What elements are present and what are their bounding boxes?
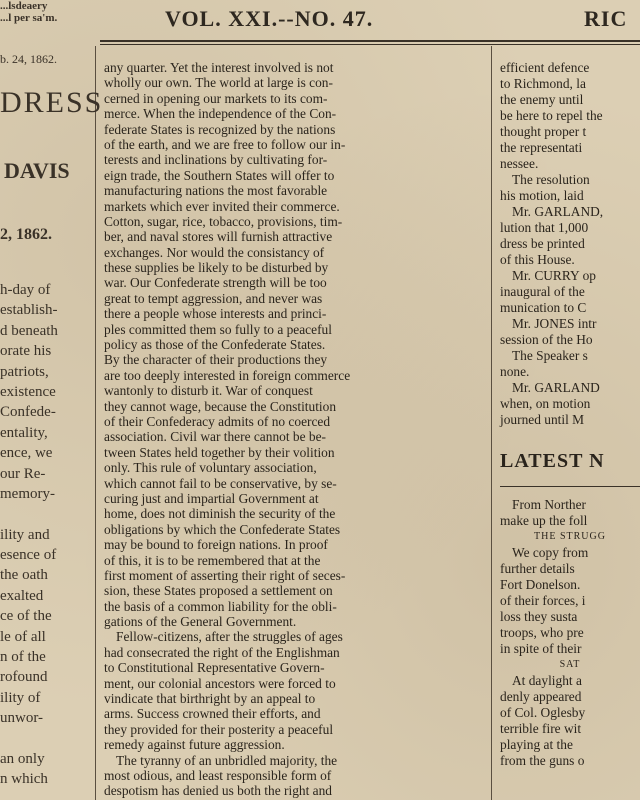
article-line: war. Our Confederate strength will be too [104,275,327,291]
right-text-line: loss they susta [500,609,578,624]
article-line: of their Confederacy admits of no coerced [104,413,331,429]
right-text-line: Mr. JONES intr [512,316,597,331]
article-line: ment, our colonial ancestors were forced to [104,675,336,691]
left-text-line: n which [0,771,48,788]
article-line: they provided for their posterity a peaceful [104,721,334,737]
date-heading: 2, 1862. [0,226,52,243]
left-text-line: unwor- [0,710,44,727]
article-line: these supplies be likely to be disturbed by [104,260,329,276]
left-text-line: ility and [0,526,50,543]
right-text-line: journed until M [500,412,585,427]
right-text-line: munication to C [500,300,587,315]
article-line: vindicate that birthright by an appeal to [104,691,316,707]
article-line: terests and inclinations by cultivating for- [104,152,328,168]
article-line: obligations by which the Confederate States [104,521,341,537]
right-text-line: From Norther [512,497,587,512]
right-text-line: troops, who pre [500,625,584,640]
left-text-line: esence of [0,547,57,564]
left-text-line: exalted [0,587,44,604]
right-text-line: of their forces, i [500,593,586,608]
left-text-line: ce of the [0,608,52,625]
heading-rule [500,486,640,487]
article-line: arms. Success crowned their efforts, and [104,706,321,722]
right-text-line: efficient defence [500,60,590,75]
left-text-line: h-day of [0,282,51,298]
article-line: cerned in opening our markets to its com- [104,90,328,106]
article-line: exchanges. Nor would the consistancy of [104,244,325,260]
masthead-rule-thin [100,44,640,45]
right-text-line: when, on motion [500,396,591,411]
article-line: policy as those of the Confederate States. [104,337,326,353]
article-line: curing just and impartial Government at [104,490,319,506]
right-text-line: further details [500,561,575,576]
article-line: sion, these States proposed a settlement on [104,583,333,599]
article-line: federate States is recognized by the nations [104,121,336,137]
left-text-line: establish- [0,302,58,319]
right-text-line: to Richmond, la [500,76,586,91]
left-text-line: our Re- [0,465,46,482]
right-text-line: dress be printed [500,236,585,251]
masthead [0,0,640,40]
right-text-line: SAT [559,659,581,670]
article-line: ples committed them so fully to a peaceful [104,321,332,337]
article-line: most odious, and least responsible form of [104,767,332,783]
right-text-line: THE STRUGG [534,531,606,542]
masthead-rule [100,40,640,42]
left-text-line: patriots, [0,363,49,380]
left-column [0,0,104,800]
article-line: remedy against future aggression. [104,737,285,753]
right-text-line: of this House. [500,252,575,267]
left-text-line: rofound [0,669,48,686]
right-text-line: his motion, laid [500,188,584,203]
article-line: despotism has denied us both the right and [104,783,332,799]
right-text-line: of Col. Oglesby [500,705,586,720]
right-text-line: At daylight a [512,673,582,688]
right-text-line: The resolution [512,172,590,187]
left-text-line [0,504,90,524]
right-text-line: Mr. GARLAND, [512,204,604,219]
right-text-line: inaugural of the [500,284,585,299]
latest-news-heading: LATEST N [500,450,605,472]
article-line: of this, it is to be remembered that at the [104,552,321,568]
article-line: eign trade, the Southern States will offer to [104,167,335,183]
article-line: markets which ever invited their commerce. [104,198,340,214]
left-text-line: memory- [0,485,55,502]
left-text-line: le of all [0,628,46,645]
article-line: merce. When the independence of the Con- [104,106,337,122]
left-text-line: the oath [0,567,48,584]
article-line: had consecrated the right of the Englishman [104,644,340,660]
davis-heading: DAVIS [4,158,70,183]
article-line: wholly our own. The world at large is con- [104,75,333,91]
middle-column-article [104,60,484,799]
right-text-line: The Speaker s [512,348,588,363]
article-line: only. This rule of voluntary association, [104,460,317,476]
volume-number: VOL. XXI.--NO. 47. [165,6,374,31]
article-line: ber, and naval stores will furnish attractive [104,229,333,245]
article-line: the basis of a common liability for the obli- [104,598,337,614]
article-line: Cotton, sugar, rice, tobacco, provisions, tim- [104,213,343,229]
article-line: first moment of asserting their right of seces- [104,567,346,583]
article-line: manufacturing nations the most favorable [104,183,328,199]
right-text-line: the enemy until [500,92,584,107]
right-text-line: lution that 1,000 [500,220,589,235]
right-text-line: terrible fire wit [500,721,582,736]
left-text-line: an only [0,750,45,767]
left-text-line: Confede- [0,404,56,421]
column-divider [491,46,492,800]
article-line: The tyranny of an unbridled majority, the [116,752,338,768]
left-text-line: ence, we [0,445,53,462]
right-text-line: none. [500,364,530,379]
left-text-line [0,729,90,749]
left-text-line: orate his [0,343,52,360]
article-line: tween States held together by their volition [104,444,335,460]
right-text-line: Mr. CURRY op [512,268,596,283]
left-text-line: n of the [0,649,46,666]
right-text-line: session of the Ho [500,332,593,347]
right-text-line: We copy from [512,545,589,560]
article-line: which cannot fail to be conservative, by se- [104,475,337,491]
article-line: they cannot wage, because the Constitution [104,398,337,414]
article-line: there a people whose interests and princi- [104,306,327,322]
left-body-text [0,280,90,790]
article-line: association. Civil war there cannot be be- [104,429,326,445]
left-top-text: ...lsdeaery ...l per sa'm. [0,0,58,24]
left-text-line: existence [0,383,56,400]
right-text-line: playing at the [500,737,573,752]
right-text-line: in spite of their [500,641,582,656]
article-line: By the character of their productions they [104,352,328,368]
right-text-line: Mr. GARLAND [512,380,600,395]
article-line: of the earth, and we are free to follow our in- [104,136,346,152]
right-text-line: denly appeared [500,689,582,704]
right-bottom-text [500,497,640,769]
right-text-line: thought proper t [500,124,587,139]
article-line: are too deeply interested in foreign commerce [104,367,351,383]
right-text-line: from the guns o [500,753,585,768]
article-line: wantonly to disturb it. War of conquest [104,383,313,399]
left-text-line: entality, [0,424,48,441]
article-line: gations of the General Government. [104,614,297,630]
right-text-line: nessee. [500,156,539,171]
column-divider [95,46,96,800]
article-line: any quarter. Yet the interest involved is not [104,60,334,75]
address-heading: DRESS [0,86,104,119]
masthead-title-fragment: RIC [584,6,628,31]
right-text-line: Fort Donelson. [500,577,581,592]
article-line: great to tempt aggression, and never was [104,290,323,306]
article-line: home, does not diminish the security of the [104,506,336,522]
right-text-line: be here to repel the [500,108,603,123]
article-line: Fellow-citizens, after the struggles of ages [116,629,343,645]
article-line: may be bound to foreign nations. In proof [104,537,328,553]
left-text-line: ility of [0,689,41,706]
right-text-line: make up the foll [500,513,588,528]
article-line: to Constitutional Representative Govern- [104,660,325,676]
right-top-text [500,60,640,428]
left-date: b. 24, 1862. [0,52,57,66]
right-text-line: the representati [500,140,583,155]
left-text-line: d beneath [0,322,58,339]
right-column [500,60,640,800]
